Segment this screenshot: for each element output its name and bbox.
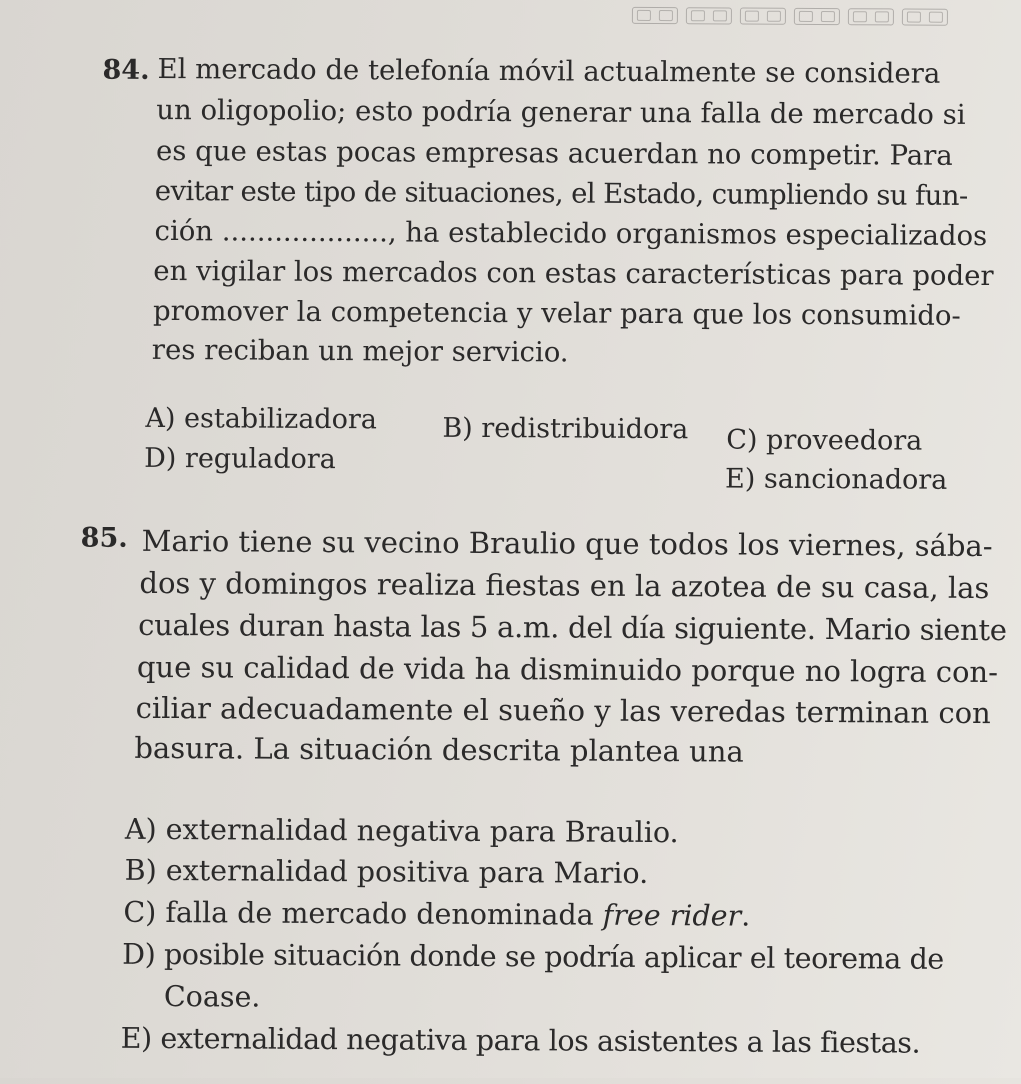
question-text-line: evitar este tipo de situaciones, el Estado, cumpliendo su fun- [154,174,968,212]
option-d-continuation: Coase. [163,980,261,1014]
question-text-line: ciliar adecuadamente el sueño y las veredas terminan con [135,690,991,731]
option-b: B) externalidad positiva para Mario. [124,853,649,890]
option-c [123,896,750,933]
question-text-line: Mario tiene su vecino Braulio que todos los viernes, sába- [141,523,993,564]
question-text-line: ción ..................., ha establecido organismos especializados [154,214,988,253]
question-text-line: basura. La situación descrita plantea una [134,730,744,769]
option-c-prefix: C) falla de mercado denominada [123,895,603,932]
header-icon-strip [632,4,948,28]
option-e: E) sancionadora [724,463,948,496]
option-e: E) externalidad negativa para los asistentes a las fiestas. [120,1021,921,1060]
decorative-box-icon [632,6,678,23]
option-c-suffix: . [741,899,751,933]
question-text-line: cuales duran hasta las 5 a.m. del día siguiente. Mario siente [138,607,1007,648]
option-a: A) estabilizadora [145,402,377,436]
question-number: 85. [80,522,128,554]
question-text-line: en vigilar los mercados con estas características para poder [153,254,994,293]
question-text-line: promover la competencia y velar para que los consumido- [153,294,961,332]
option-c: C) proveedora [726,424,923,457]
question-text-line: res reciban un mejor servicio. [151,333,569,369]
decorative-box-icon [740,7,786,24]
question-number: 84. [102,54,150,86]
decorative-box-icon [848,8,894,25]
option-a: A) externalidad negativa para Braulio. [124,812,679,850]
question-text-line: dos y domingos realiza fiestas en la azotea de su casa, las [139,565,990,606]
option-b: B) redistribuidora [442,412,689,446]
option-d: D) reguladora [144,442,336,476]
option-d: D) posible situación donde se podría aplicar el teorema de [122,937,944,976]
decorative-box-icon [794,7,840,24]
decorative-box-icon [686,7,732,24]
question-text-line: El mercado de telefonía móvil actualmente se considera [157,52,941,90]
decorative-box-icon [902,8,948,25]
question-text-line: un oligopolio; esto podría generar una falla de mercado si [156,93,966,131]
question-text-line: es que estas pocas empresas acuerdan no competir. Para [155,134,953,172]
free-rider-term: free rider [602,898,742,933]
question-text-line: que su calidad de vida ha disminuido porque no logra con- [136,649,999,690]
